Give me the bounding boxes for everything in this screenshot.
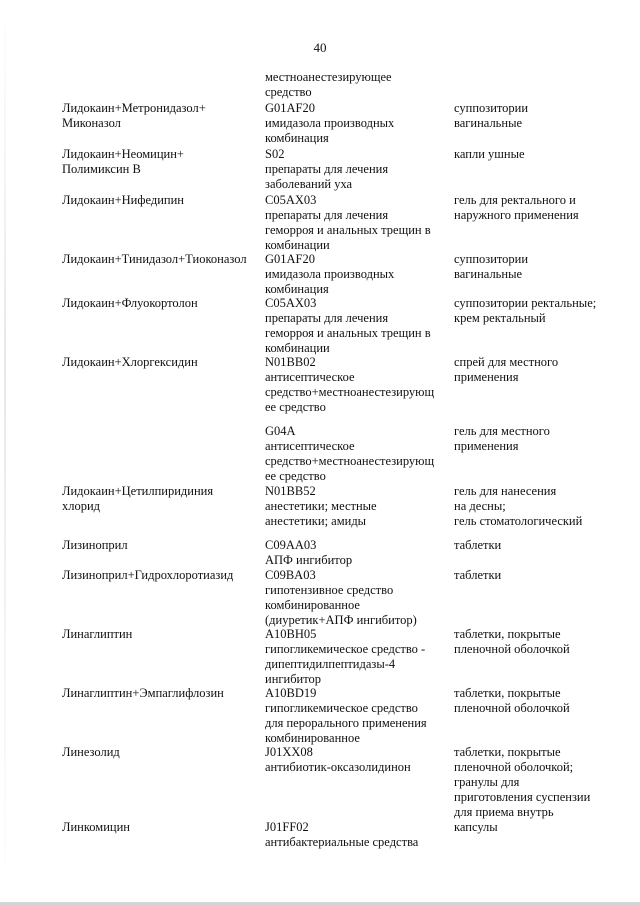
pharm-group-cell: гипогликемическое средство - дипептидилпептидазы-4 ингибитор — [265, 642, 426, 686]
dosage-form-cell: суппозитории вагинальные — [454, 101, 529, 130]
pharm-group-cell: гипотензивное средство комбинированное (диуретик+АПФ ингибитор) — [265, 583, 417, 627]
pharm-group-cell: антисептическое средство+местноанестезирующ ее средство — [265, 439, 435, 483]
drug-name-cell: Лизиноприл+Гидрохлоротиазид — [62, 568, 234, 582]
drug-name-cell: Линаглиптин — [62, 627, 133, 641]
pharm-group-cell: местноанестезирующее средство — [265, 70, 392, 99]
atc-code-cell: N01BB02 — [265, 355, 316, 369]
pharm-group-cell: имидазола производных комбинация — [265, 116, 395, 145]
dosage-form-cell: таблетки — [454, 538, 502, 552]
dosage-form-cell: спрей для местного применения — [454, 355, 559, 384]
pharm-group-cell: гипогликемическое средство для перорального применения комбинированное — [265, 701, 427, 745]
atc-code-cell: J01FF02 — [265, 820, 309, 834]
drug-name-cell: Лидокаин+Цетилпиридиния хлорид — [62, 484, 214, 513]
scan-edge — [4, 0, 6, 905]
atc-code-cell: A10BH05 — [265, 627, 317, 641]
atc-code-cell: N01BB52 — [265, 484, 316, 498]
drug-name-cell: Линаглиптин+Эмпаглифлозин — [62, 686, 224, 700]
atc-code-cell: C05AX03 — [265, 296, 317, 310]
drug-name-cell: Лидокаин+Хлоргексидин — [62, 355, 198, 369]
atc-code-cell: C05AX03 — [265, 193, 317, 207]
pharm-group-cell: препараты для лечения геморроя и анальных трещин в комбинации — [265, 208, 431, 252]
dosage-form-cell: гель для нанесения на десны; гель стоматологический — [454, 484, 583, 528]
drug-name-cell: Лидокаин+Флуокортолон — [62, 296, 198, 310]
pharm-group-cell: антисептическое средство+местноанестезирующ ее средство — [265, 370, 435, 414]
atc-code-cell: C09AA03 — [265, 538, 317, 552]
dosage-form-cell: гель для ректального и наружного применения — [454, 193, 579, 222]
drug-name-cell: Линкомицин — [62, 820, 130, 834]
drug-name-cell: Лидокаин+Тинидазол+Тиоконазол — [62, 252, 247, 266]
page-number: 40 — [313, 40, 327, 55]
pharm-group-cell: АПФ ингибитор — [265, 553, 353, 567]
atc-code-cell: C09BA03 — [265, 568, 316, 582]
dosage-form-cell: таблетки, покрытые пленочной оболочкой — [454, 627, 570, 656]
dosage-form-cell: таблетки, покрытые пленочной оболочкой; гранулы для приготовления суспензии для приема внутрь — [454, 745, 591, 819]
pharm-group-cell: препараты для лечения заболеваний уха — [265, 162, 389, 191]
pharm-group-cell: препараты для лечения геморроя и анальных трещин в комбинации — [265, 311, 431, 355]
dosage-form-cell: капсулы — [454, 820, 498, 834]
drug-name-cell: Лидокаин+Неомицин+ Полимиксин В — [62, 147, 184, 176]
atc-code-cell: G01AF20 — [265, 101, 316, 115]
pharm-group-cell: антибактериальные средства — [265, 835, 419, 849]
dosage-form-cell: таблетки, покрытые пленочной оболочкой — [454, 686, 570, 715]
pharm-group-cell: имидазола производных комбинация — [265, 267, 395, 296]
dosage-form-cell: суппозитории ректальные; крем ректальный — [454, 296, 597, 325]
dosage-form-cell: таблетки — [454, 568, 502, 582]
drug-name-cell: Лизиноприл — [62, 538, 128, 552]
dosage-form-cell: капли ушные — [454, 147, 525, 161]
drug-name-cell: Лидокаин+Нифедипин — [62, 193, 184, 207]
atc-code-cell: G01AF20 — [265, 252, 316, 266]
atc-code-cell: S02 — [265, 147, 285, 161]
dosage-form-cell: суппозитории вагинальные — [454, 252, 529, 281]
drug-name-cell: Линезолид — [62, 745, 120, 759]
atc-code-cell: G04A — [265, 424, 296, 438]
atc-code-cell: A10BD19 — [265, 686, 317, 700]
drug-name-cell: Лидокаин+Метронидазол+ Миконазол — [62, 101, 206, 130]
pharm-group-cell: анестетики; местные анестетики; амиды — [265, 499, 377, 528]
pharm-group-cell: антибиотик-оксазолидинон — [265, 760, 411, 774]
atc-code-cell: J01XX08 — [265, 745, 313, 759]
dosage-form-cell: гель для местного применения — [454, 424, 550, 453]
